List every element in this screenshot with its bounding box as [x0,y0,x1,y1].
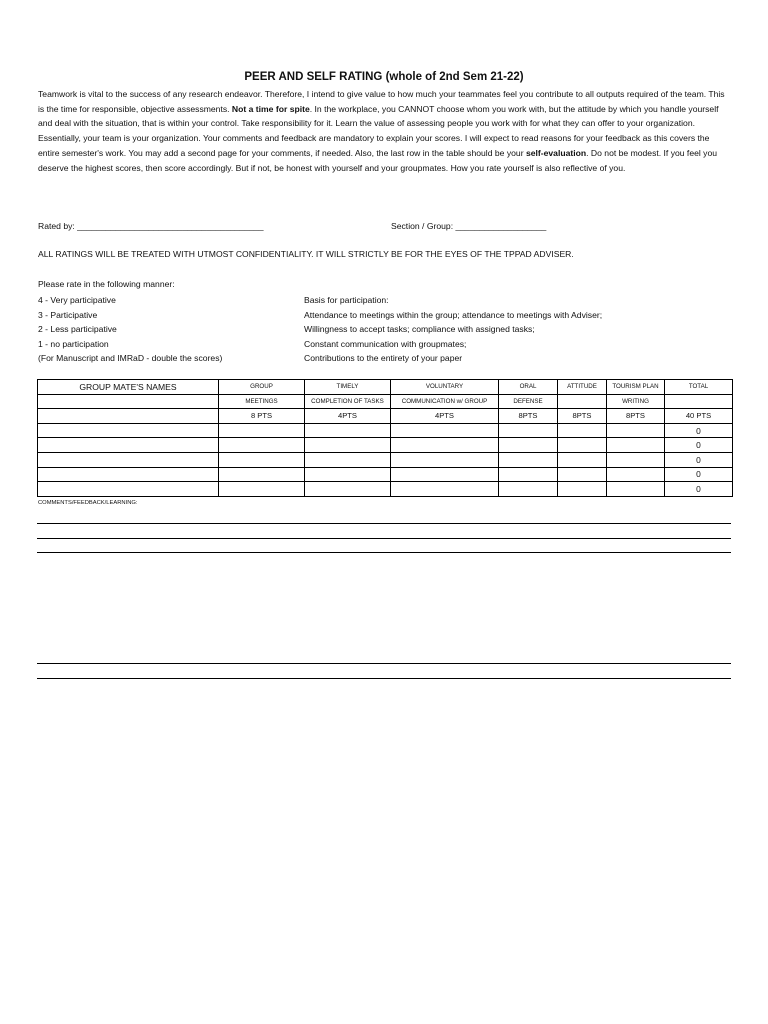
confidentiality-notice: ALL RATINGS WILL BE TREATED WITH UTMOST CONFIDENTIALITY. IT WILL STRICTLY BE FOR THE EYES OF THE TPPAD ADVISER. [38,249,574,259]
score-cell[interactable] [391,482,499,497]
score-cell[interactable] [391,467,499,482]
column-header: COMPLETION OF TASKS [305,394,391,409]
column-header: GROUP [219,380,305,395]
score-cell[interactable] [607,482,665,497]
column-header: VOLUNTARY [391,380,499,395]
score-cell[interactable] [305,467,391,482]
comment-line[interactable] [37,663,731,664]
score-cell[interactable] [607,423,665,438]
points-cell: 4PTS [391,409,499,424]
score-cell[interactable] [499,438,558,453]
participation-basis-list [304,293,602,366]
points-row [38,409,733,424]
column-header: TOTAL [665,380,733,395]
score-cell[interactable] [305,423,391,438]
names-column-header: GROUP MATE'S NAMES [38,380,219,395]
rating-table [37,379,733,497]
score-cell[interactable] [219,423,305,438]
name-cell[interactable] [38,394,219,409]
section-group-field[interactable]: Section / Group: ___________________ [391,221,547,231]
score-cell[interactable] [391,452,499,467]
score-cell[interactable] [499,452,558,467]
points-cell: 8 PTS [219,409,305,424]
score-cell[interactable] [391,438,499,453]
total-cell: 0 [665,452,733,467]
scale-item: (For Manuscript and IMRaD - double the scores) [38,353,223,364]
comment-line[interactable] [37,552,731,553]
score-cell[interactable] [558,482,607,497]
points-cell: 40 PTS [665,409,733,424]
table-header-row [38,394,733,409]
form-title: PEER AND SELF RATING (whole of 2nd Sem 21-22) [244,71,524,83]
intro-paragraph [38,87,730,175]
name-cell[interactable] [38,452,219,467]
rating-scale-list [38,293,222,366]
score-cell[interactable] [305,452,391,467]
score-cell[interactable] [499,482,558,497]
basis-item: Basis for participation: [304,295,389,305]
points-cell: 8PTS [607,409,665,424]
name-cell[interactable] [38,409,219,424]
intro-text-2: . In the workplace, you CANNOT choose whom you work with, but the attitude by which you handle yourself and deal with the situation, that is within your control. Take responsibility for it. Learn the value of assessing people you work with for what they can offer to your organization. Essentially, your team is your organization. Your comments and feedback are mandatory to explain your scores. I will expect to read reasons for your feedback as this covers the entire semester's work. You may add a second page for your comments, if needed. Also, the last row in the table should be your [38,103,719,158]
basis-item: Willingness to accept tasks; compliance with assigned tasks; [304,324,535,335]
column-header: TIMELY [305,380,391,395]
score-cell[interactable] [219,452,305,467]
name-cell[interactable] [38,482,219,497]
table-row [38,423,733,438]
score-cell[interactable] [391,423,499,438]
basis-item: Constant communication with groupmates; [304,338,467,349]
column-header [558,394,607,409]
table-row [38,438,733,453]
score-cell[interactable] [219,438,305,453]
column-header: COMMUNICATION w/ GROUP [391,394,499,409]
name-cell[interactable] [38,438,219,453]
column-header: DEFENSE [499,394,558,409]
score-cell[interactable] [305,438,391,453]
score-cell[interactable] [499,467,558,482]
rating-instructions-heading: Please rate in the following manner: [38,279,175,289]
scale-item: 1 - no participation [38,338,109,349]
name-cell[interactable] [38,467,219,482]
comment-line[interactable] [37,538,731,539]
score-cell[interactable] [558,423,607,438]
column-header: WRITING [607,394,665,409]
total-cell: 0 [665,467,733,482]
table-header-row [38,380,733,395]
points-cell: 8PTS [558,409,607,424]
score-cell[interactable] [305,482,391,497]
basis-item: Contributions to the entirety of your paper [304,353,463,364]
rated-by-field[interactable]: Rated by: _______________________________________ [38,221,264,231]
score-cell[interactable] [558,438,607,453]
comments-label: COMMENTS/FEEDBACK/LEARNING: [38,500,138,506]
column-header: ORAL [499,380,558,395]
intro-text-1: Teamwork is vital to the success of any research endeavor. Therefore, I intend to give value to how much your teammates feel you contribute to all outputs required of the team. This is the time for responsible, objective assessments. [38,89,725,114]
basis-item: Attendance to meetings within the group; attendance to meetings with Adviser; [304,309,603,320]
score-cell[interactable] [499,423,558,438]
scale-item: 3 - Participative [38,309,98,320]
column-header: MEETINGS [219,394,305,409]
scale-item: 2 - Less participative [38,324,117,335]
column-header: TOURISM PLAN [607,380,665,395]
table-row [38,482,733,497]
total-cell: 0 [665,482,733,497]
score-cell[interactable] [607,438,665,453]
table-row [38,467,733,482]
points-cell: 8PTS [499,409,558,424]
table-row [38,452,733,467]
intro-bold-spite: Not a time for spite [231,103,310,114]
score-cell[interactable] [607,452,665,467]
column-header [665,394,733,409]
comment-line[interactable] [37,523,731,524]
points-cell: 4PTS [305,409,391,424]
scale-item: 4 - Very participative [38,295,116,305]
intro-bold-self-evaluation: self-evaluation [525,147,587,158]
total-cell: 0 [665,423,733,438]
score-cell[interactable] [219,467,305,482]
score-cell[interactable] [219,482,305,497]
intro-text-3: . Do not be modest. If you feel you deserve the highest scores, then score accordingly. But if not, be honest with yourself and your groupmates. How you rate yourself is also reflective of you. [38,147,718,173]
score-cell[interactable] [558,467,607,482]
total-cell: 0 [665,438,733,453]
score-cell[interactable] [607,467,665,482]
score-cell[interactable] [558,452,607,467]
column-header: ATTITUDE [558,380,607,395]
name-cell[interactable] [38,423,219,438]
comment-line[interactable] [37,678,731,679]
